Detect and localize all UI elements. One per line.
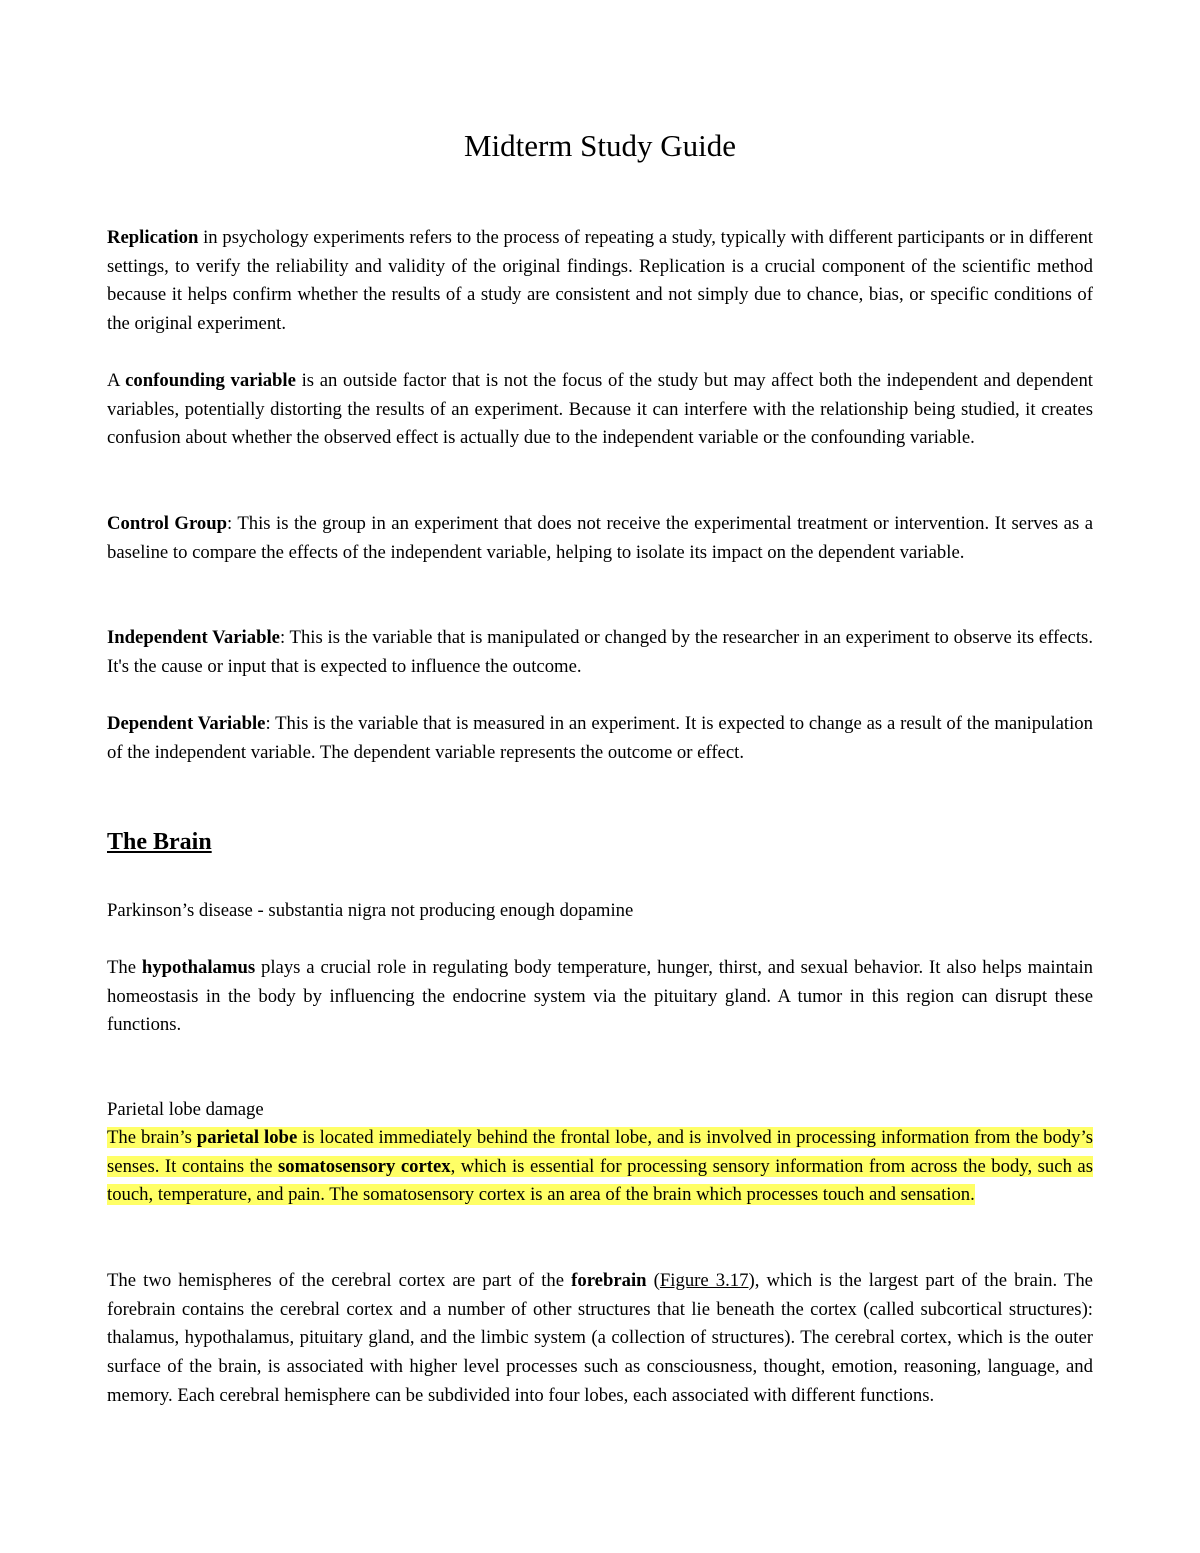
- independent-variable-term: Independent Variable: [107, 627, 280, 648]
- forebrain-text-3: ), which is the largest part of the brain. The forebrain contains the cerebral cortex and a number of other structures that lie beneath the cortex (called subcortical structures): thalamus, hypothalamus, pituitary gland, and the limbic system (a collection of structures). The cerebral cortex, which is the outer surface of the brain, is associated with higher level processes such as consciousness, thought, emotion, reasoning, language, and memory. Each cerebral hemisphere can be subdivided into four lobes, each associated with different functions.: [107, 1270, 1093, 1406]
- hypothalamus-term: hypothalamus: [141, 957, 256, 978]
- control-group-paragraph: [107, 510, 1093, 567]
- replication-term: Replication: [107, 227, 199, 248]
- parietal-text-1: The brain’s: [107, 1127, 197, 1148]
- replication-text: in psychology experiments refers to the process of repeating a study, typically with different participants or in different settings, to verify the reliability and validity of the original findings. Replication is a crucial component of the scientific method because it helps confirm whether the results of a study are consistent and not simply due to chance, bias, or specific conditions of the original experiment.: [107, 227, 1093, 335]
- dependent-variable-term: Dependent Variable: [107, 713, 266, 734]
- forebrain-text-2: (: [646, 1270, 660, 1291]
- confounding-term: confounding variable: [125, 370, 296, 391]
- parietal-paragraph: [107, 1124, 1093, 1210]
- confounding-variable-paragraph: [107, 367, 1093, 453]
- control-group-text: : This is the group in an experiment that does not receive the experimental treatment or intervention. It serves as a baseline to compare the effects of the independent variable, helping to isolate its impact on the dependent variable.: [107, 513, 1093, 563]
- parietal-highlight: [107, 1127, 1093, 1205]
- parietal-text-3: , which is essential for processing sensory information from across the body, such as touch, temperature, and pain. The somatosensory cortex is an area of the brain which processes touch and sensation.: [107, 1155, 1093, 1206]
- confounding-lead: A: [107, 370, 126, 391]
- parietal-lobe-term: parietal lobe: [196, 1127, 298, 1148]
- dependent-variable-paragraph: [107, 710, 1093, 767]
- forebrain-text-1: The two hemispheres of the cerebral cortex are part of the: [107, 1270, 572, 1291]
- figure-link[interactable]: Figure 3.17: [659, 1270, 749, 1291]
- page-title: Midterm Study Guide: [463, 128, 737, 163]
- control-group-term: Control Group: [107, 513, 228, 534]
- independent-variable-paragraph: [107, 624, 1093, 681]
- brain-section-heading: The Brain: [107, 829, 212, 855]
- parietal-label: Parietal lobe damage: [107, 1099, 264, 1120]
- forebrain-term: forebrain: [571, 1270, 647, 1291]
- parietal-text-2: is located immediately behind the frontal lobe, and is involved in processing information from the body’s senses. It contains the: [107, 1127, 1093, 1177]
- parkinsons-note: Parkinson’s disease - substantia nigra not producing enough dopamine: [107, 900, 634, 921]
- dependent-variable-text: : This is the variable that is measured in an experiment. It is expected to change as a result of the manipulation of the independent variable. The dependent variable represents the outcome or effect.: [107, 713, 1093, 763]
- hypothalamus-lead: The: [107, 957, 142, 978]
- independent-variable-text: : This is the variable that is manipulated or changed by the researcher in an experiment to observe its effects. It's the cause or input that is expected to influence the outcome.: [107, 627, 1093, 677]
- somatosensory-cortex-term: somatosensory cortex: [278, 1155, 451, 1177]
- replication-paragraph: [107, 224, 1093, 339]
- hypothalamus-text: plays a crucial role in regulating body temperature, hunger, thirst, and sexual behavior. It also helps maintain homeostasis in the body by influencing the endocrine system via the pituitary gland. A tumor in this region can disrupt these functions.: [107, 957, 1093, 1036]
- confounding-text: is an outside factor that is not the focus of the study but may affect both the independent and dependent variables, potentially distorting the results of an experiment. Because it can interfere with the relationship being studied, it creates confusion about whether the observed effect is actually due to the independent variable or the confounding variable.: [107, 370, 1093, 449]
- forebrain-paragraph: [107, 1267, 1093, 1411]
- hypothalamus-paragraph: [107, 954, 1093, 1040]
